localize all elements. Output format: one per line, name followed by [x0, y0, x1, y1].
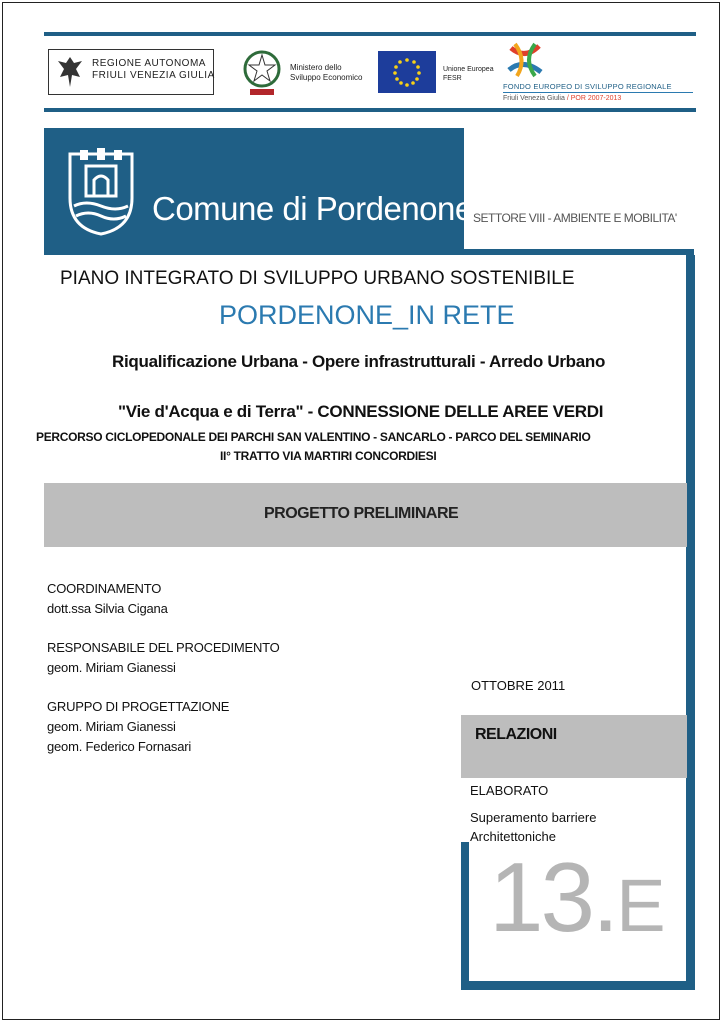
- fesr-sub-por: / POR 2007-2013: [566, 95, 622, 102]
- code-suffix: E: [616, 864, 666, 947]
- italian-emblem-icon: [240, 45, 284, 99]
- elaborato-label: ELABORATO: [470, 783, 549, 798]
- pordenone-coat-of-arms-icon: [66, 148, 136, 236]
- gruppo-label: GRUPPO DI PROGETTAZIONE: [47, 699, 230, 714]
- riqualificazione-subtitle: Riqualificazione Urbana - Opere infrastrutturali - Arredo Urbano: [112, 352, 606, 371]
- eu-name: Unione Europea FESR: [443, 66, 494, 82]
- fesr-subtitle: [503, 95, 621, 102]
- project-name: PORDENONE_IN RETE: [219, 300, 515, 330]
- code-left-bar: [461, 842, 469, 987]
- settore-label: SETTORE VIII - AMBIENTE E MOBILITA': [473, 211, 677, 225]
- code-main: 13.: [489, 842, 617, 952]
- date-label: OTTOBRE 2011: [471, 678, 566, 693]
- gruppo-member: geom. Federico Fornasari: [47, 739, 192, 754]
- fesr-title: FONDO EUROPEO DI SVILUPPO REGIONALE: [503, 82, 672, 91]
- responsabile-label: RESPONSABILE DEL PROCEDIMENTO: [47, 640, 280, 655]
- code-bottom-bar: [461, 981, 695, 990]
- eagle-icon: [54, 53, 86, 91]
- percorso-subtitle: PERCORSO CICLOPEDONALE DEI PARCHI SAN VALENTINO - SANCARLO - PARCO DEL SEMINARIO: [36, 430, 591, 444]
- responsabile-name: geom. Miriam Gianessi: [47, 660, 176, 675]
- gruppo-member: geom. Miriam Gianessi: [47, 719, 176, 734]
- tratto-subtitle: II° TRATTO VIA MARTIRI CONCORDIESI: [220, 449, 437, 463]
- right-side-bar: [686, 255, 695, 990]
- category-label: RELAZIONI: [475, 726, 557, 743]
- relazioni-band: [461, 715, 687, 778]
- fesr-sub-region: Friuli Venezia Giulia: [503, 95, 565, 102]
- elaborato-title: Superamento barriere Architettoniche: [470, 810, 597, 844]
- document-code: [489, 842, 666, 952]
- coordinamento-label: COORDINAMENTO: [47, 581, 162, 596]
- ministry-name: Ministero dello Sviluppo Economico: [290, 63, 363, 82]
- eu-stars-icon: [378, 51, 436, 93]
- progetto-label: PROGETTO PRELIMINARE: [264, 505, 459, 522]
- coordinamento-name: dott.ssa Silvia Cigana: [47, 601, 168, 616]
- vie-acqua-title: "Vie d'Acqua e di Terra" - CONNESSIONE DELLE AREE VERDI: [118, 402, 604, 421]
- piano-title: PIANO INTEGRATO DI SVILUPPO URBANO SOSTENIBILE: [60, 268, 575, 289]
- fesr-logo-icon: [505, 40, 547, 80]
- fesr-divider: [503, 92, 693, 93]
- header-rule: [44, 249, 694, 255]
- eu-flag: [378, 51, 436, 93]
- comune-name: Comune di Pordenone: [152, 190, 473, 227]
- region-name: REGIONE AUTONOMA FRIULI VENEZIA GIULIA: [92, 58, 215, 81]
